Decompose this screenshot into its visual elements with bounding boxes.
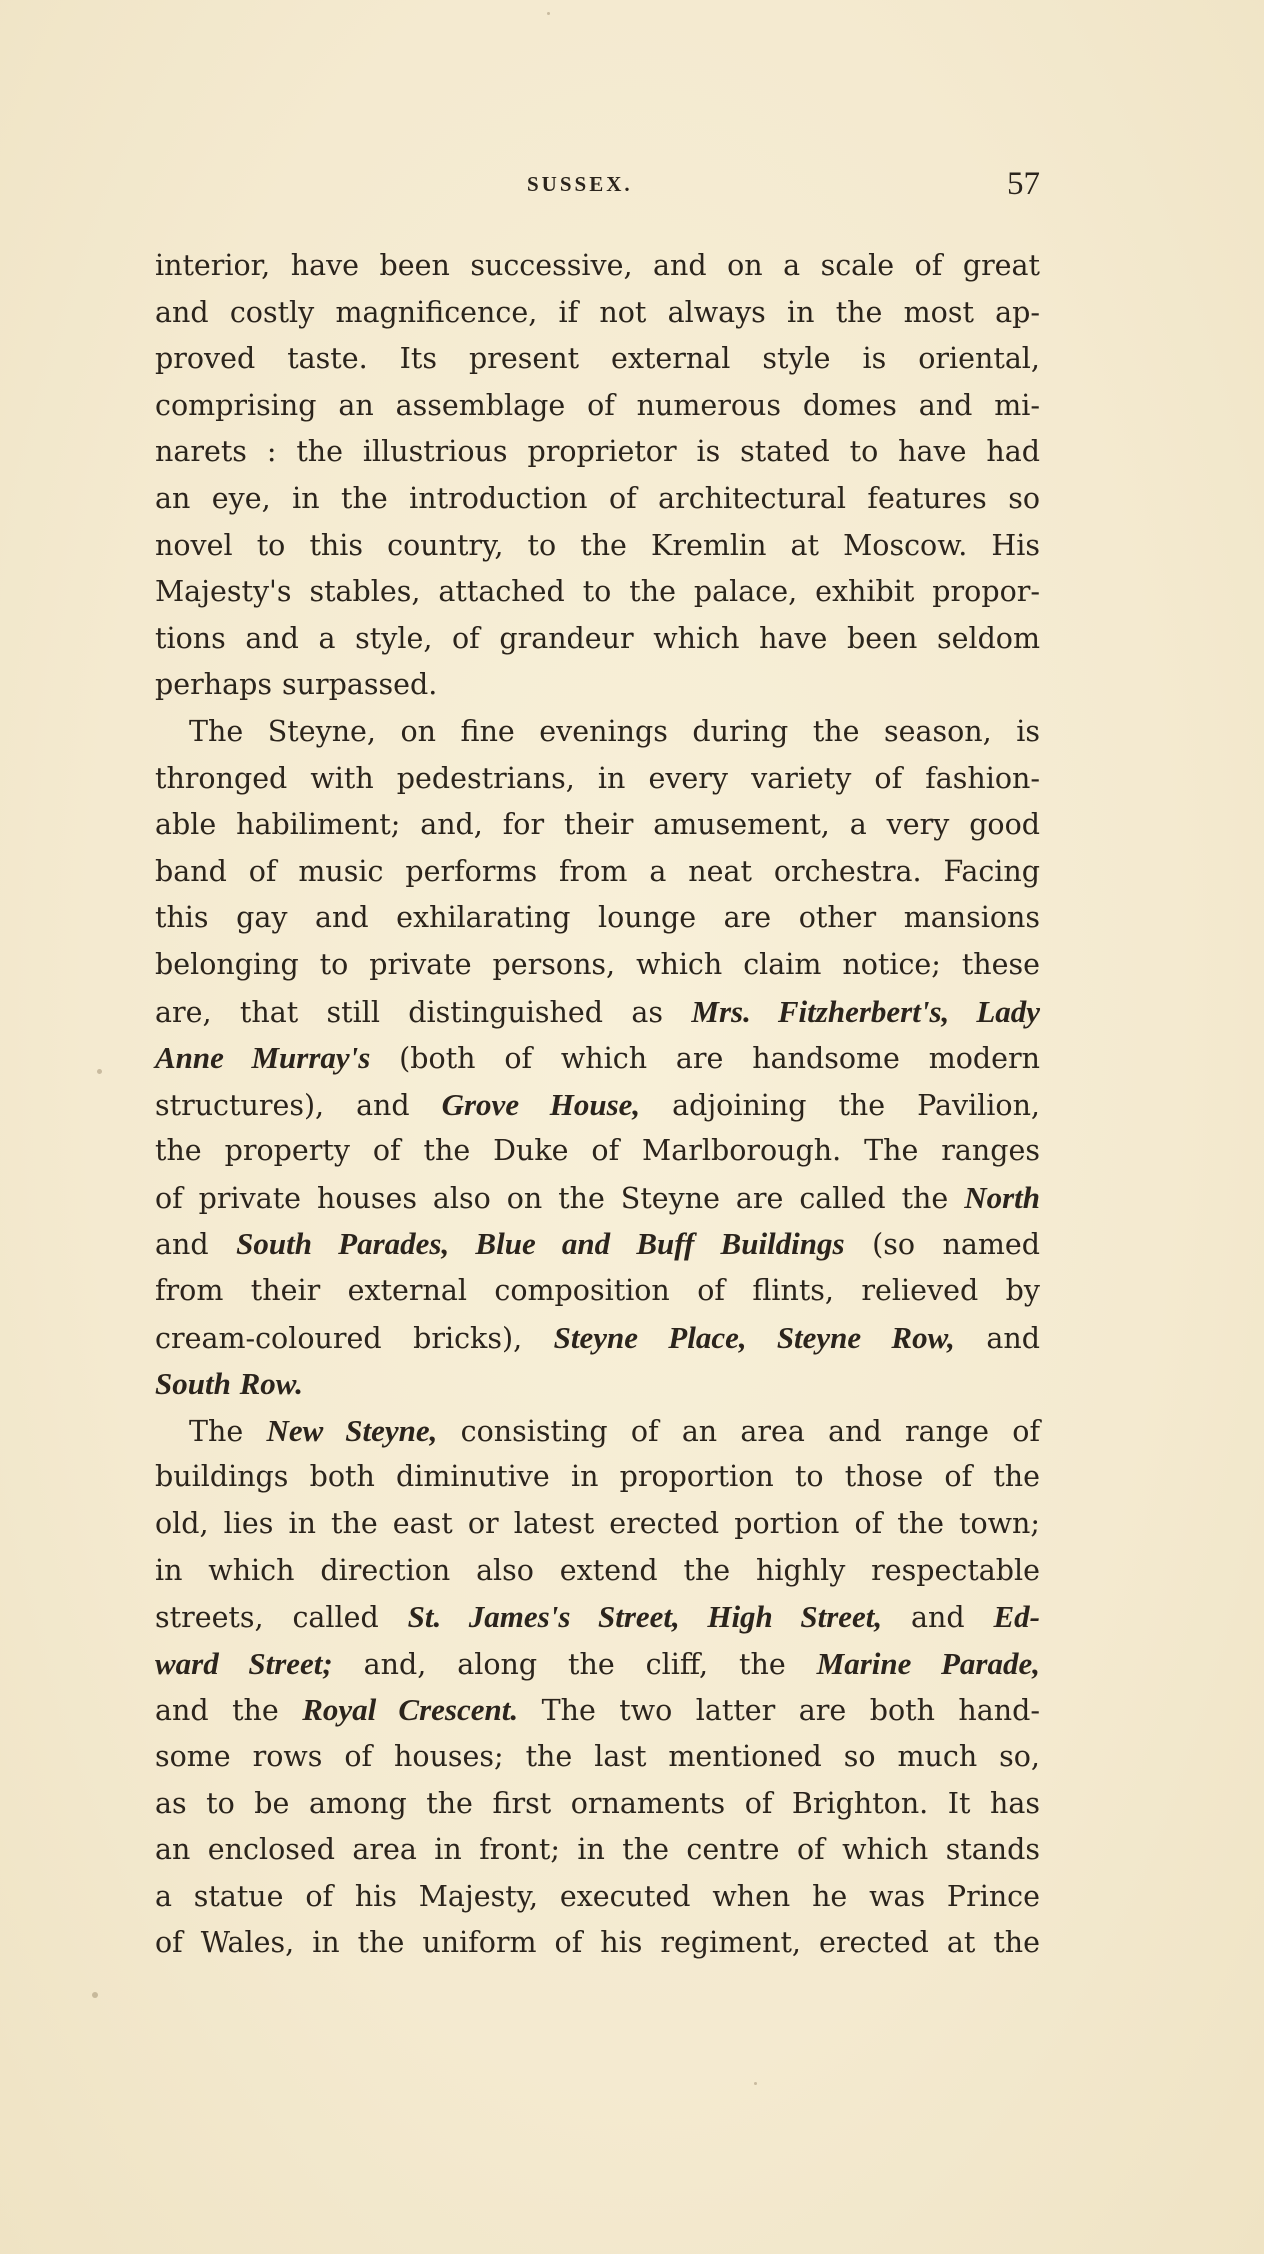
text-line: buildings both diminutive in proportion to those of the bbox=[155, 1460, 1040, 1494]
text-line: and costly magnificence, if not always in the most ap- bbox=[155, 295, 1040, 329]
text-span: streets, called bbox=[155, 1601, 408, 1635]
text-line: of Wales, in the uniform of his regiment, erected at the bbox=[155, 1926, 1040, 1960]
page-number: 57 bbox=[1007, 166, 1040, 202]
text-line: this gay and exhilarating lounge are other mansions bbox=[155, 901, 1040, 935]
italic-name: North bbox=[964, 1179, 1040, 1215]
text-line: an eye, in the introduction of architectural features so bbox=[155, 481, 1040, 515]
text-span: (so named bbox=[844, 1228, 1040, 1262]
text-line bbox=[155, 1175, 1040, 1222]
text-line bbox=[155, 1361, 1040, 1408]
italic-name: Royal Crescent. bbox=[302, 1692, 519, 1728]
text-line: perhaps surpassed. bbox=[155, 668, 438, 702]
italic-name: ward Street; bbox=[155, 1645, 333, 1681]
text-line bbox=[155, 1408, 1040, 1455]
text-span: cream-coloured bricks), bbox=[155, 1321, 554, 1355]
text-span: The bbox=[189, 1414, 267, 1448]
text-line bbox=[155, 1082, 1040, 1129]
italic-name: Anne Murray's bbox=[155, 1040, 371, 1076]
text-line bbox=[155, 1594, 1040, 1641]
italic-name: South Row. bbox=[155, 1366, 304, 1402]
text-span: (both of which are handsome modern bbox=[370, 1042, 1040, 1076]
text-span: and bbox=[954, 1321, 1041, 1355]
text-line: interior, have been successive, and on a scale of great bbox=[155, 249, 1040, 282]
text-line: as to be among the first ornaments of Brighton. It has bbox=[155, 1786, 1040, 1820]
text-line: a statue of his Majesty, executed when he was Prince bbox=[155, 1879, 1040, 1913]
text-line: able habiliment; and, for their amusement, a very good bbox=[155, 808, 1040, 842]
italic-name: Steyne Place, Steyne Row, bbox=[553, 1319, 955, 1355]
text-line: narets : the illustrious proprietor is stated to have had bbox=[155, 435, 1040, 469]
text-line bbox=[155, 1687, 1040, 1734]
text-line: comprising an assemblage of numerous domes and mi- bbox=[155, 388, 1040, 422]
italic-name: South Parades, Blue and Buff Buildings bbox=[236, 1226, 845, 1262]
text-line: an enclosed area in front; in the centre of which stands bbox=[155, 1833, 1040, 1867]
paper-fleck bbox=[754, 2082, 757, 2085]
text-line: proved taste. Its present external style is oriental, bbox=[155, 342, 1040, 376]
text-line: old, lies in the east or latest erected portion of the town; bbox=[155, 1507, 1040, 1541]
text-line: Majesty's stables, attached to the palace, exhibit propor- bbox=[155, 575, 1040, 609]
text-line: some rows of houses; the last mentioned so much so, bbox=[155, 1740, 1040, 1773]
text-span: and the bbox=[155, 1694, 303, 1728]
italic-name: Grove House, bbox=[441, 1086, 641, 1122]
text-line: the property of the Duke of Marlborough. The ranges bbox=[155, 1134, 1040, 1168]
text-line bbox=[155, 1221, 1040, 1268]
paper-fleck bbox=[97, 1069, 102, 1074]
text-span: structures), and bbox=[155, 1088, 442, 1122]
text-line: thronged with pedestrians, in every variety of fashion- bbox=[155, 761, 1040, 795]
text-line: from their external composition of flints, relieved by bbox=[155, 1274, 1040, 1308]
text-span: The two latter are both hand- bbox=[518, 1694, 1040, 1728]
text-span: consisting of an area and range of bbox=[437, 1414, 1040, 1448]
text-span: adjoining the Pavilion, bbox=[640, 1088, 1040, 1122]
italic-name: St. James's Street, High Street, bbox=[407, 1599, 883, 1635]
page-header bbox=[155, 166, 1040, 208]
body-text bbox=[155, 243, 1040, 1967]
text-line: band of music performs from a neat orchestra. Facing bbox=[155, 854, 1040, 888]
italic-name: Ed- bbox=[993, 1599, 1040, 1635]
text-line bbox=[155, 989, 1040, 1036]
text-line: in which direction also extend the highly respectable bbox=[155, 1553, 1040, 1587]
text-line: tions and a style, of grandeur which have been seldom bbox=[155, 621, 1040, 655]
text-line: The Steyne, on fine evenings during the season, is bbox=[189, 714, 1040, 748]
text-span: of private houses also on the Steyne are called the bbox=[155, 1181, 965, 1215]
text-span: and, along the cliff, the bbox=[332, 1647, 817, 1681]
text-line bbox=[155, 1641, 1040, 1688]
text-span: and bbox=[882, 1601, 994, 1635]
paper-fleck bbox=[92, 1992, 98, 1998]
text-span: are, that still distinguished as bbox=[155, 995, 692, 1029]
running-head: SUSSEX. bbox=[527, 172, 633, 196]
text-line bbox=[155, 1035, 1040, 1082]
text-span: and bbox=[155, 1228, 237, 1262]
paper-fleck bbox=[547, 12, 550, 15]
italic-name: New Steyne, bbox=[266, 1412, 438, 1448]
text-line: novel to this country, to the Kremlin at Moscow. His bbox=[155, 528, 1040, 562]
italic-name: Mrs. Fitzherbert's, Lady bbox=[691, 993, 1041, 1029]
text-line: belonging to private persons, which claim notice; these bbox=[155, 947, 1040, 981]
italic-name: Marine Parade, bbox=[816, 1645, 1041, 1681]
text-line bbox=[155, 1315, 1040, 1362]
